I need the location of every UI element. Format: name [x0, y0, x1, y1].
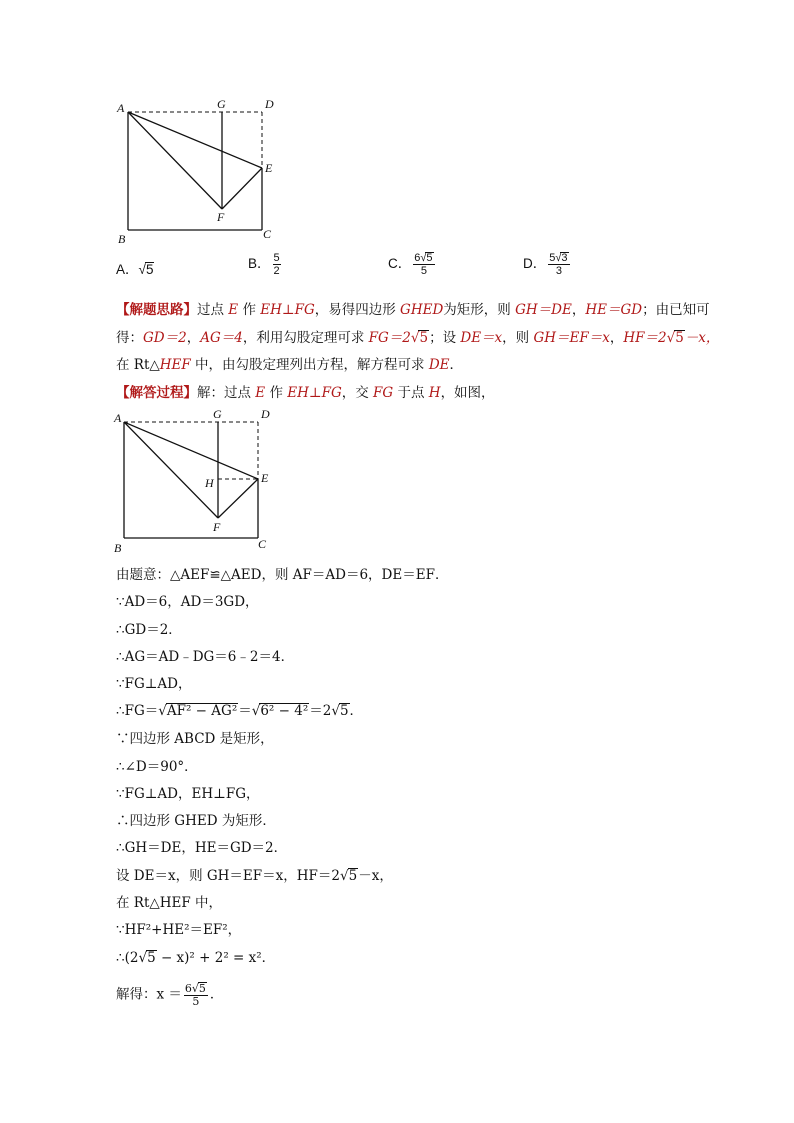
option-c: C． $\frac{6√5}{5}$	[388, 252, 433, 277]
step-14: ∵HF²+HE²＝EF²，	[116, 922, 242, 938]
solution-intro: 【解答过程】解：过点 E 作 EH⊥FG，交 FG 于点 H，如图，	[116, 385, 495, 401]
label-A: A	[114, 411, 122, 425]
label-C: C	[258, 537, 267, 551]
label-D: D	[261, 407, 270, 421]
step-9: ∵FG⊥AD，EH⊥FG，	[116, 786, 260, 802]
option-a: A．√5	[116, 262, 154, 277]
step-7: ∵四边形 ABCD 是矩形，	[116, 731, 274, 747]
label-F: F	[213, 520, 221, 534]
step-2: ∵AD＝6，AD＝3GD，	[116, 594, 259, 610]
label-E: E	[265, 161, 273, 175]
step-11: ∴GH＝DE，HE＝GD＝2．	[116, 840, 288, 856]
label-E: E	[261, 471, 269, 485]
figure-1	[110, 96, 290, 248]
step-5: ∵FG⊥AD，	[116, 676, 192, 692]
step-12: 设 DE＝x，则 GH＝EF＝x，HF＝2√5－x，	[116, 868, 393, 884]
step-16: 解得：x ＝ $\frac{6√5}{5}$ ．	[116, 982, 224, 1008]
step-1: 由题意：△AEF≌△AED，则 AF＝AD＝6，DE＝EF．	[116, 567, 449, 583]
option-b: B． $\frac{5}{2}$	[248, 252, 280, 277]
label-G: G	[213, 407, 222, 421]
step-3: ∴GD＝2．	[116, 622, 182, 638]
label-G: G	[217, 97, 226, 111]
label-C: C	[263, 227, 272, 241]
option-d: D． $\frac{5√3}{3}$	[523, 252, 568, 277]
step-13: 在 Rt△HEF 中，	[116, 895, 223, 911]
option-a-radical: 5	[145, 262, 154, 277]
analysis-line-1: 【解题思路】过点 E 作 EH⊥FG，易得四边形 GHED为矩形，则 GH＝DE，HE＝GD；由已知可	[116, 302, 710, 318]
step-6: ∴FG＝√AF² − AG²＝√6² − 4²＝2√5．	[116, 703, 364, 719]
label-B: B	[114, 541, 122, 555]
label-B: B	[118, 232, 126, 246]
step-10: ∴四边形 GHED 为矩形．	[116, 813, 276, 829]
label-F: F	[217, 210, 225, 224]
step-8: ∴∠D＝90°．	[116, 759, 198, 775]
figure-2	[108, 404, 288, 556]
step-15: ∴(2√5 − x)² + 2² = x²．	[116, 950, 276, 966]
label-D: D	[265, 97, 274, 111]
label-H: H	[205, 476, 214, 490]
label-A: A	[117, 101, 125, 115]
analysis-line-3: 在 Rt△HEF 中，由勾股定理列出方程，解方程可求 DE．	[116, 357, 464, 373]
step-4: ∴AG＝AD﹣DG＝6﹣2＝4．	[116, 649, 295, 665]
analysis-line-2: 得：GD＝2，AG＝4，利用勾股定理可求 FG＝2√5；设 DE＝x，则 GH＝EF＝x，HF＝2√5－x，	[116, 330, 720, 346]
